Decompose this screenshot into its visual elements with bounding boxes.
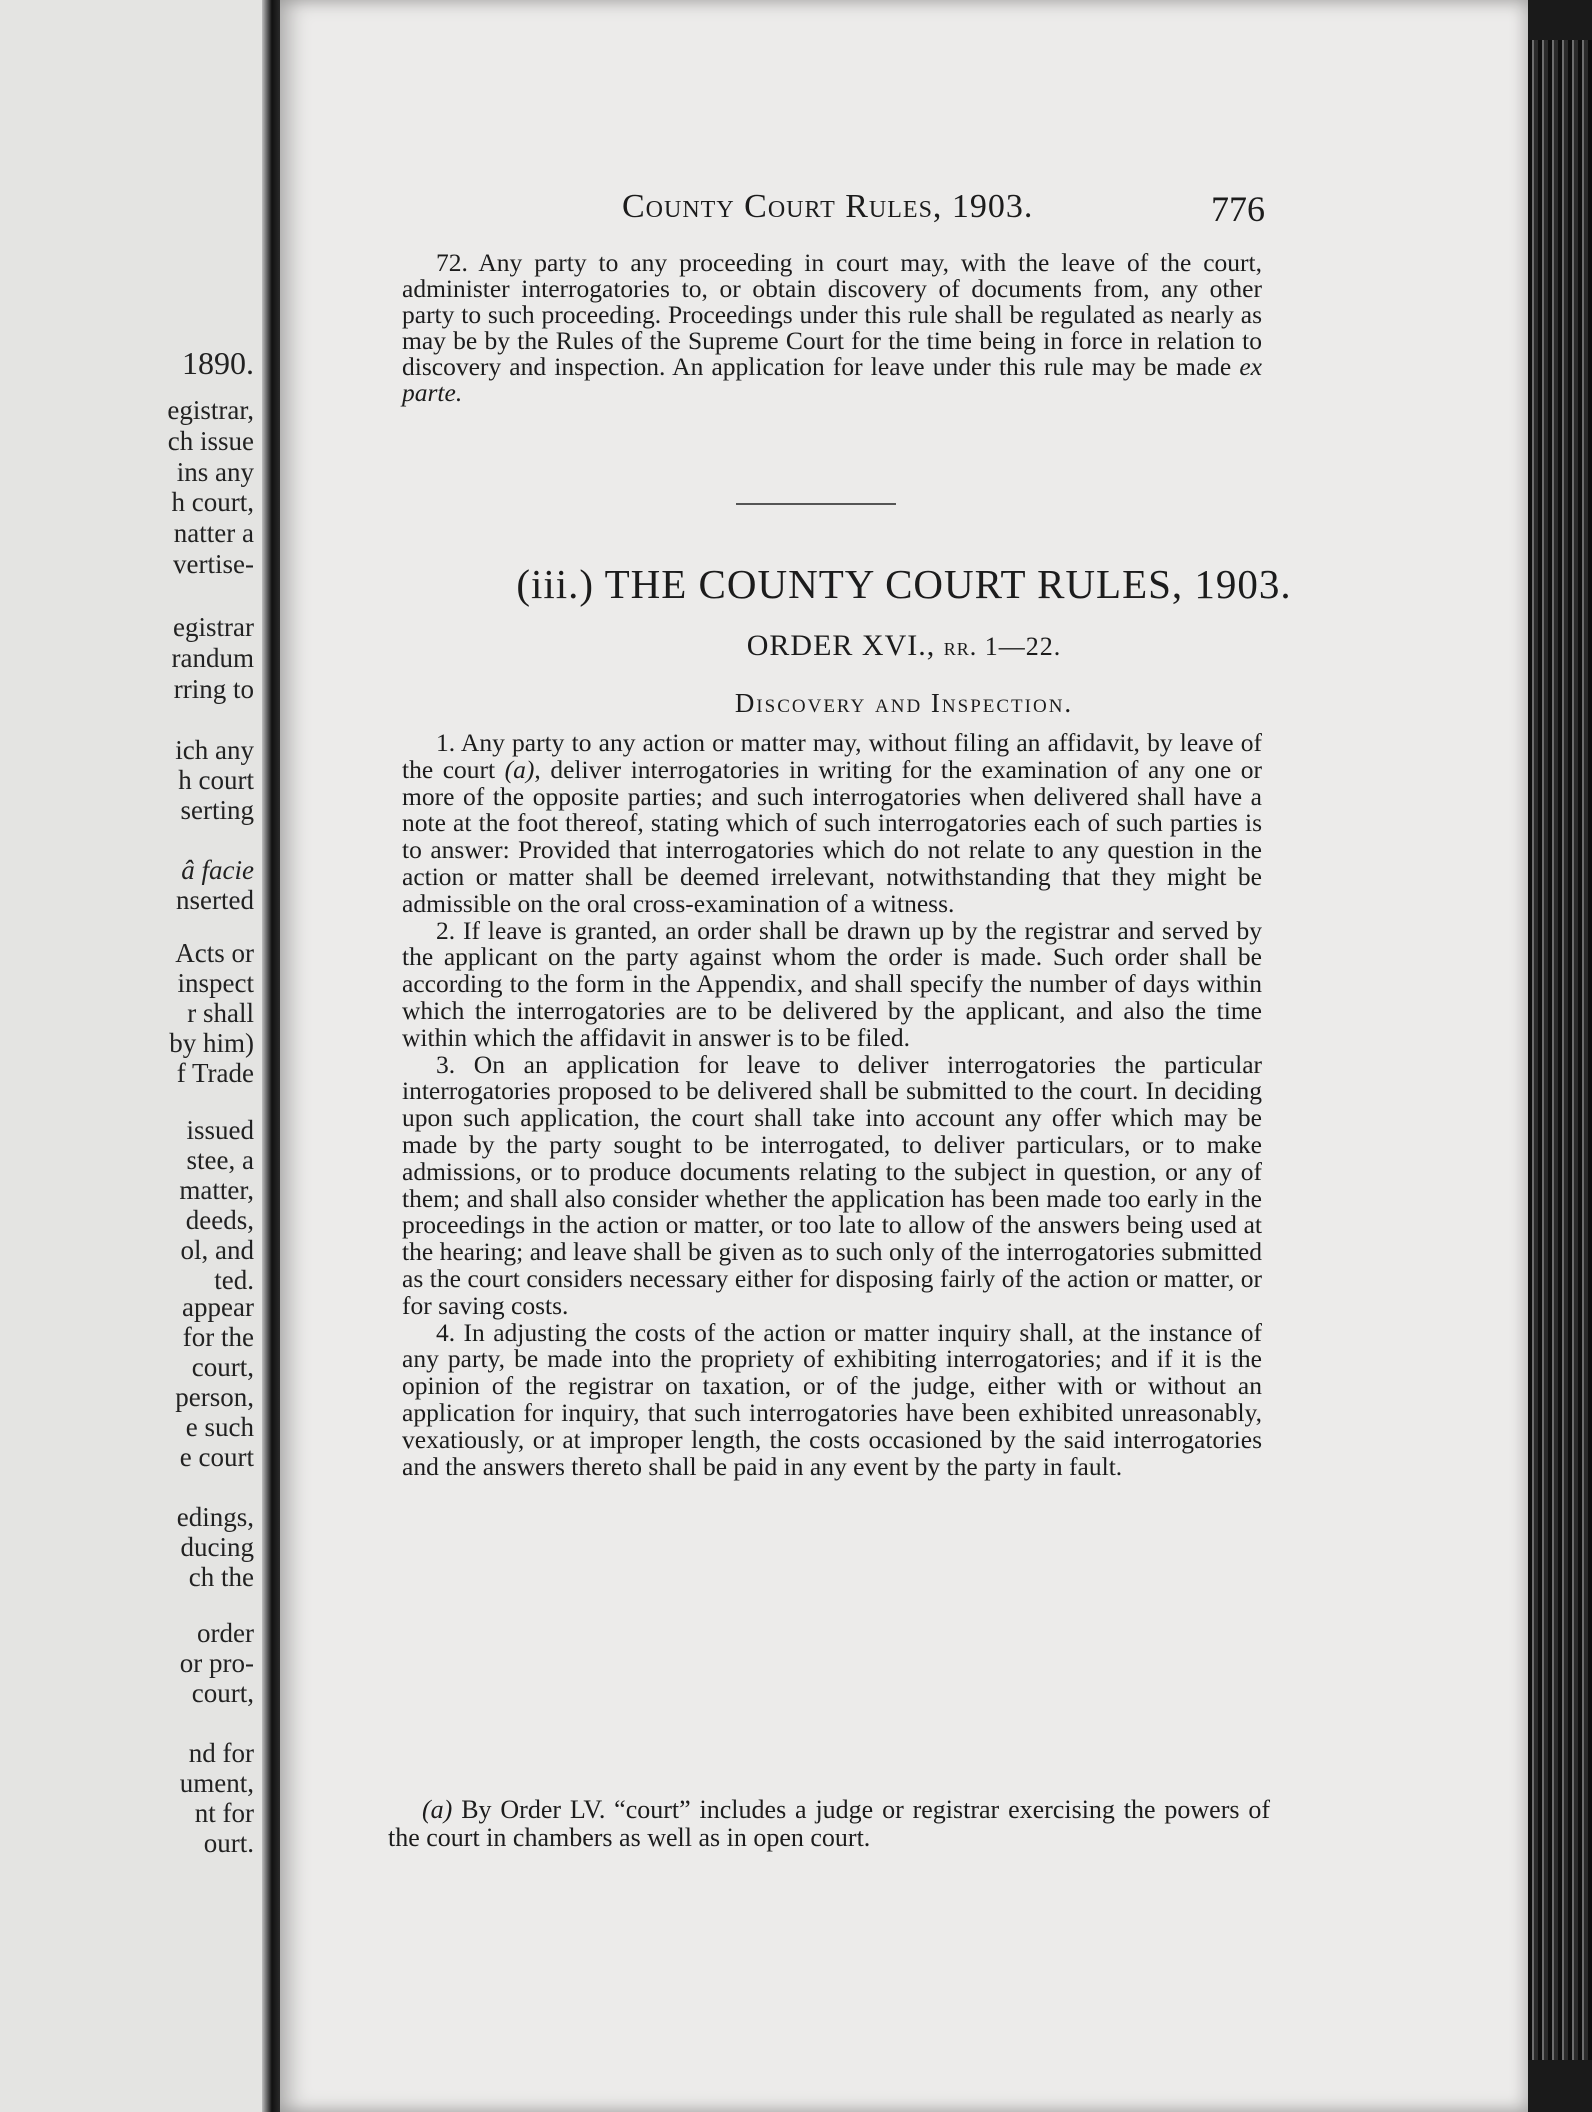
- left-page-fragment: ol, and: [180, 1235, 254, 1265]
- rule-72-paragraph: [402, 250, 1262, 406]
- left-page-fragment: Acts or: [175, 938, 254, 968]
- left-page-fragment: egistrar: [173, 612, 254, 642]
- order-heading: [280, 629, 1528, 663]
- left-page-fragment: ins any: [176, 457, 254, 487]
- rule-1-text-start: 1. Any party to any action or matter may, without filing an affidavit, by leave of the court: [402, 728, 1262, 784]
- footnote-marker: (a): [422, 1795, 453, 1824]
- section-subheading: Discovery and Inspection.: [734, 688, 1074, 718]
- left-page-fragment: ich any: [175, 735, 254, 765]
- book-page-edges: [1528, 40, 1592, 2060]
- rule-1-text-end: , deliver interrogatories in writing for the examination of any one or more of the opposite parties; and such interrogatories when delivered shall have a note at the foot thereof, stating which of such interrogatories each of such parties is to answer: Provided that interrogatories which do not relate to any question in the action or matter shall be deemed irrelevant, notwithstanding that they might be admissible on the oral cross-examination of a witness.: [402, 754, 1262, 918]
- rule-72-italic: ex parte.: [402, 352, 1262, 407]
- left-page-fragment: ourt.: [203, 1828, 254, 1858]
- left-page-fragment: ted.: [214, 1265, 254, 1295]
- left-page-fragment: egistrar,: [167, 395, 254, 425]
- left-page-fragment: inspect: [177, 968, 254, 998]
- left-page-fragment: e such: [185, 1412, 254, 1442]
- left-page-fragment: appear: [182, 1292, 254, 1322]
- left-page-fragment: natter a: [173, 518, 254, 548]
- section-title: (iii.) THE COUNTY COURT RULES, 1903.: [516, 561, 1292, 607]
- left-page-fragment: rring to: [173, 674, 254, 704]
- left-page-fragment: court,: [191, 1678, 254, 1708]
- rule-1: [402, 730, 1262, 918]
- left-page-fragment: ument,: [179, 1768, 254, 1798]
- left-page-fragment: vertise-: [173, 549, 254, 579]
- facing-page-left: [0, 0, 262, 2112]
- left-page-fragment: nd for: [188, 1738, 254, 1768]
- section-divider: [736, 503, 896, 505]
- order-rules-range: rr. 1—22.: [943, 632, 1062, 661]
- footnote-text: By Order LV. “court” includes a judge or registrar exercising the powers of the court in chambers as well as in open court.: [388, 1795, 1271, 1852]
- left-page-fragment: e court: [179, 1442, 254, 1472]
- left-page-fragment: person,: [175, 1382, 254, 1412]
- footnote-reference: (a): [504, 754, 535, 784]
- footnote: [388, 1796, 1270, 1852]
- left-page-fragment: order: [197, 1618, 254, 1648]
- left-page-fragment: serting: [180, 795, 254, 825]
- book-gutter: [262, 0, 280, 2112]
- left-page-fragment: r shall: [187, 998, 254, 1028]
- left-page-fragment: randum: [171, 643, 254, 673]
- left-page-fragment: h court,: [171, 487, 254, 517]
- order-xvi-rules: [402, 730, 1262, 1480]
- left-page-fragment: issued: [186, 1115, 254, 1145]
- left-page-fragment: ducing: [180, 1532, 254, 1562]
- left-page-fragment: edings,: [176, 1502, 254, 1532]
- rule-4: 4. In adjusting the costs of the action or matter inquiry shall, at the instance of any party, be made into the propriety of exhibiting interrogatories; and if it is the opinion of the registrar on taxation, or of the judge, either with or without an application for inquiry, that such interrogatories have been exhibited unreasonably, vexatiously, or at improper length, the costs occasioned by the said interrogatories and the answers thereto shall be paid in any event by the party in fault.: [402, 1317, 1262, 1481]
- left-page-fragment: deeds,: [185, 1205, 254, 1235]
- left-page-fragment: ch the: [188, 1562, 254, 1592]
- left-page-fragment: stee, a: [186, 1145, 254, 1175]
- left-page-fragment: court,: [191, 1352, 254, 1382]
- left-page-fragment: for the: [182, 1322, 254, 1352]
- left-page-fragment: ch issue: [167, 426, 254, 456]
- left-page-fragment: â facie: [181, 855, 254, 885]
- left-page-fragment: or pro-: [179, 1648, 254, 1678]
- order-number: ORDER XVI.,: [746, 629, 936, 662]
- rule-3: 3. On an application for leave to deliver interrogatories the particular interrogatories proposed to be delivered shall be submitted to the court. In deciding upon such application, the court shall take into account any offer which may be made by the party sought to be interrogated, to deliver particulars, or to make admissions, or to produce documents relating to the subject in question, or any of them; and shall also consider whether the application has been made too early in the proceedings in the action or matter, or too late to allow of the answers being used at the hearing; and leave shall be given as to such only of the interrogatories submitted as the court considers necessary either for disposing fairly of the action or matter, or for saving costs.: [402, 1049, 1262, 1320]
- page-header: [280, 188, 1528, 238]
- left-page-fragment: by him): [169, 1028, 254, 1058]
- page-number: 776: [1211, 189, 1265, 229]
- rule-72-text: 72. Any party to any proceeding in court may, with the leave of the court, administer interrogatories to, or obtain discovery of documents from, any other party to such proceeding. Proceedings under this rule shall be regulated as nearly as may be by the Rules of the Supreme Court for the time being in force in relation to discovery and inspection. An application for leave under this rule may be made: [402, 248, 1262, 381]
- book-page: [280, 0, 1528, 2112]
- left-page-fragment: h court: [178, 765, 254, 795]
- rule-72: [402, 250, 1262, 406]
- running-head: County Court Rules, 1903.: [622, 188, 1034, 225]
- left-page-fragment: matter,: [179, 1175, 254, 1205]
- left-page-fragment: f Trade: [176, 1058, 254, 1088]
- left-page-year: 1890.: [182, 345, 254, 381]
- rule-2: 2. If leave is granted, an order shall be drawn up by the registrar and served by the applicant on the party against whom the order is made. Such order shall be according to the form in the Appendix, and shall specify the number of days within which the interrogatories are to be delivered by the applicant, and also the time within which the affidavit in answer is to be filed.: [402, 915, 1262, 1052]
- left-page-fragment: nserted: [176, 885, 254, 915]
- left-page-fragment: nt for: [194, 1798, 254, 1828]
